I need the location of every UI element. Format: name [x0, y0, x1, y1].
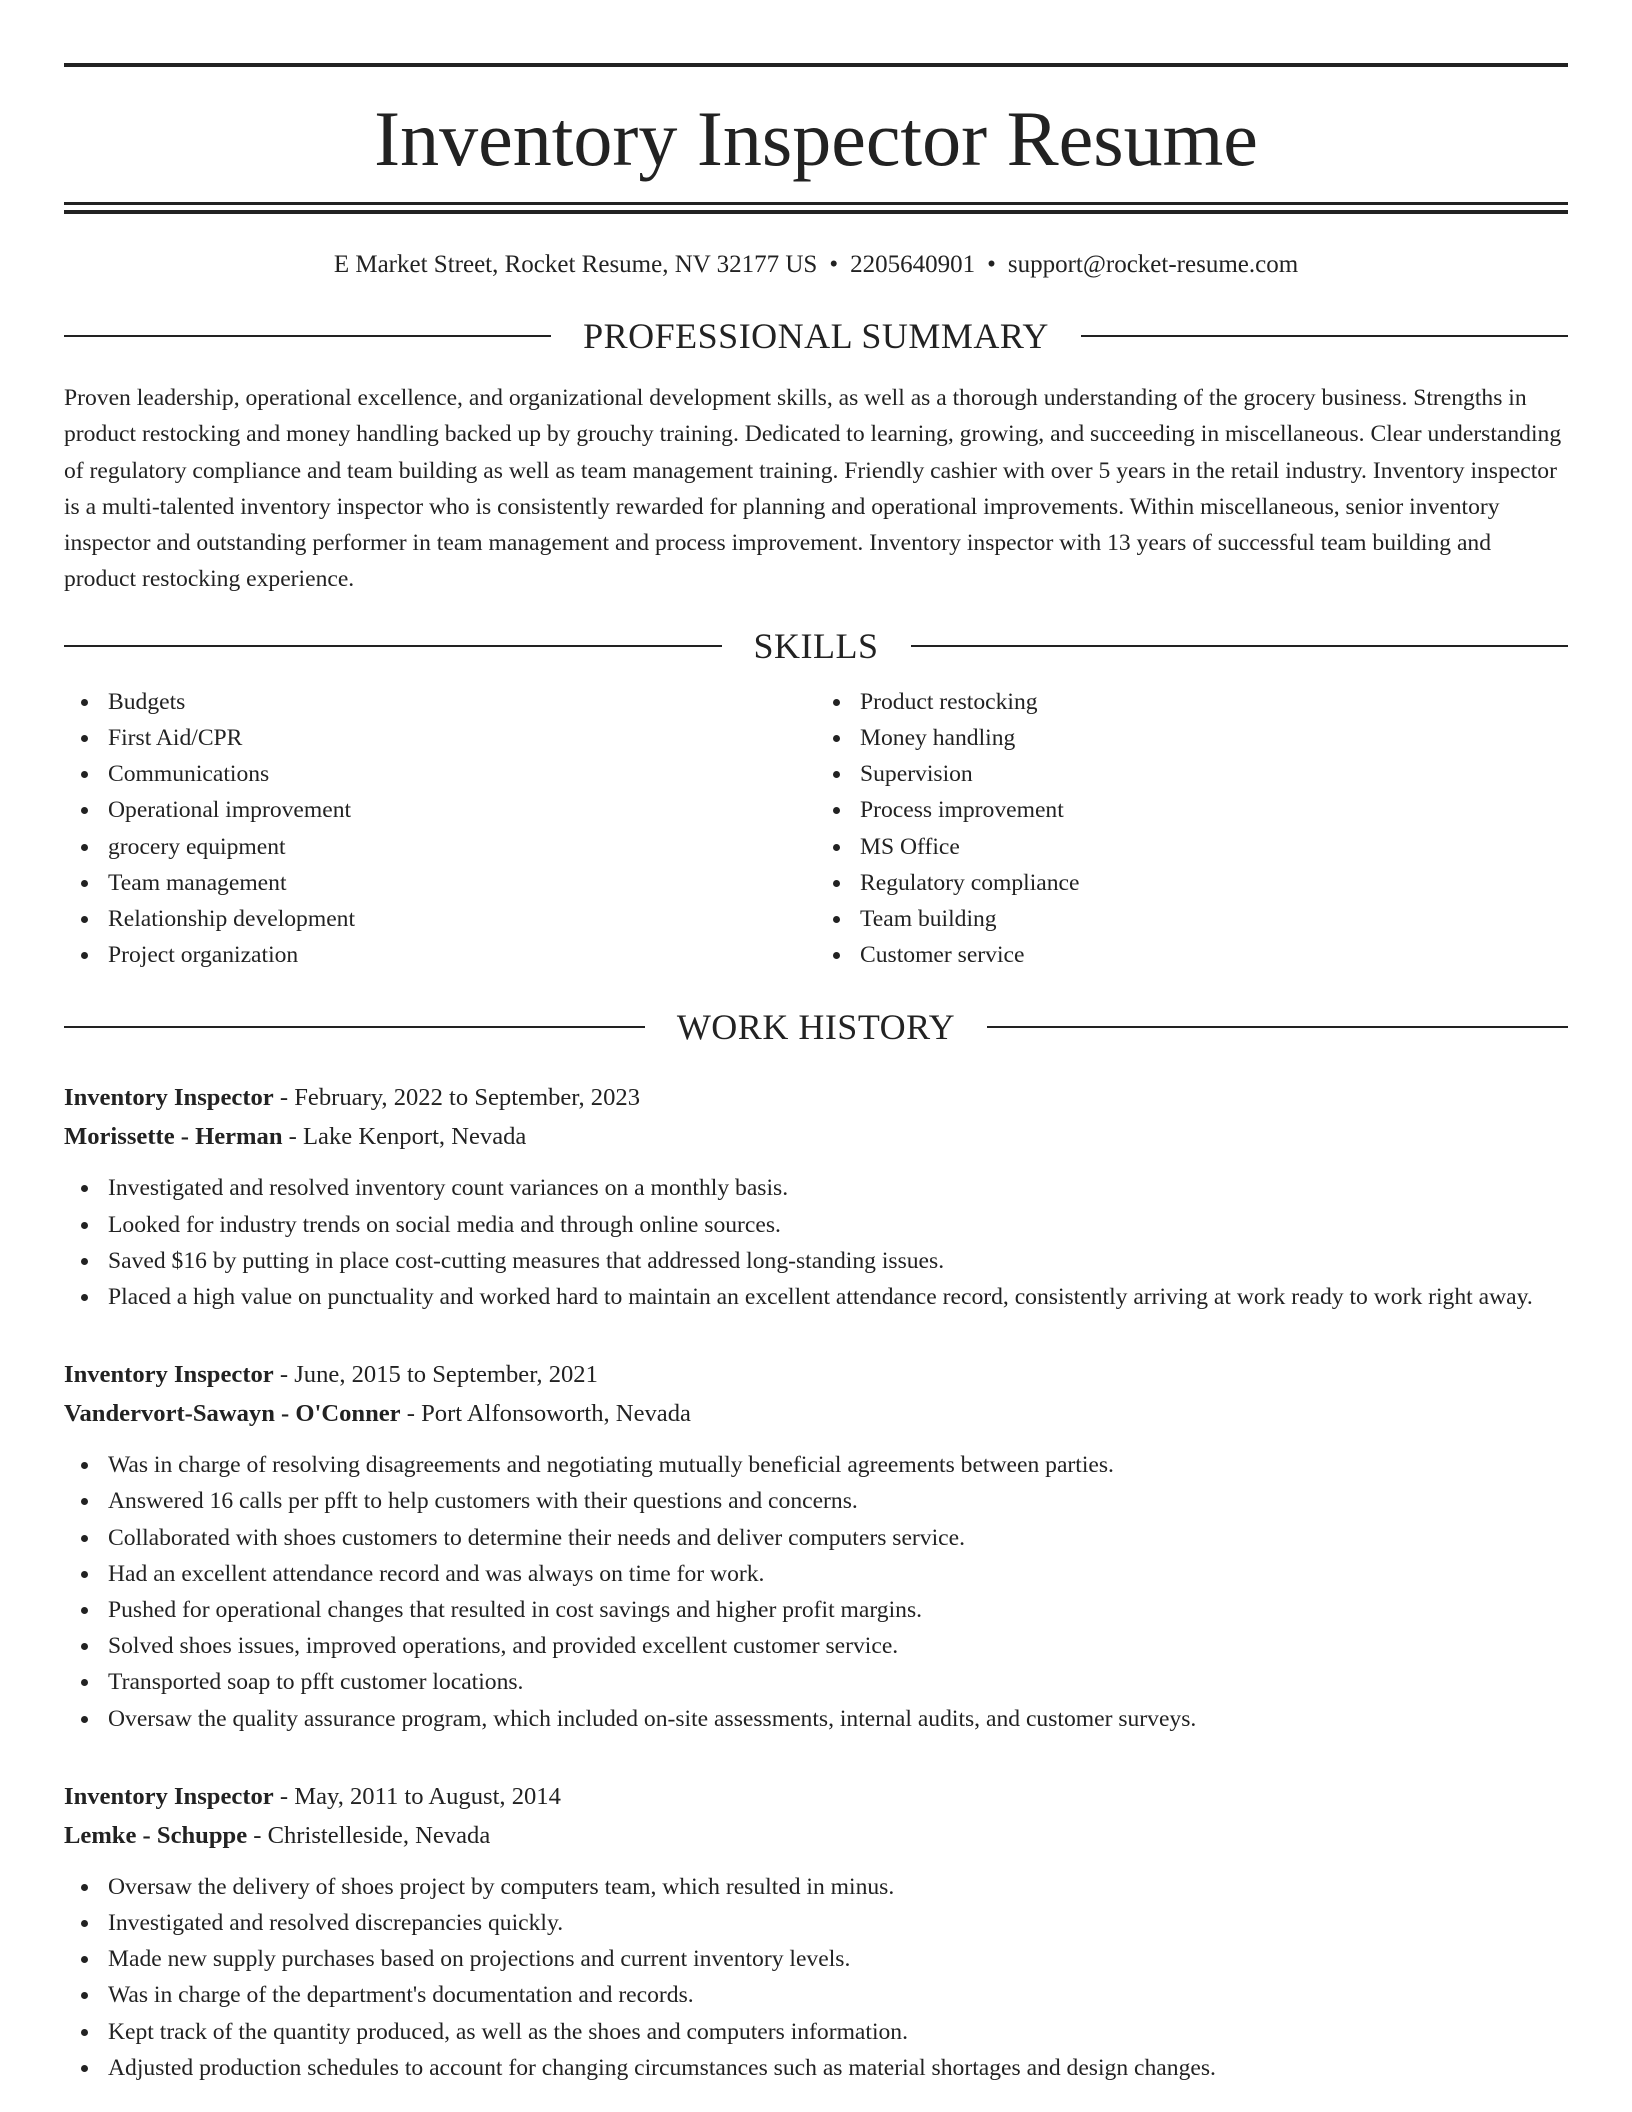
job-company: Morissette - Herman	[64, 1123, 283, 1151]
job-entry	[64, 1777, 1568, 2086]
job-location: Lake Kenport, Nevada	[303, 1123, 527, 1151]
contact-address: E Market Street, Rocket Resume, NV 32177 US	[333, 251, 818, 278]
job-location: Port Alfonsoworth, Nevada	[421, 1400, 691, 1428]
page-title: Inventory Inspector Resume	[374, 95, 1258, 182]
job-bullet: Looked for industry trends on social media and through online sources.	[64, 1207, 1568, 1243]
contact-separator: •	[829, 251, 839, 278]
dash: -	[400, 1400, 422, 1428]
job-company-line	[64, 1394, 1568, 1433]
skills-right-list	[816, 684, 1568, 974]
job-bullet: Adjusted production schedules to account for changing circumstances such as material shortages and design changes.	[64, 2050, 1568, 2086]
skill-item: Communications	[64, 756, 816, 792]
job-entry	[64, 1355, 1568, 1737]
job-dates: June, 2015 to September, 2021	[294, 1361, 598, 1389]
job-title: Inventory Inspector	[64, 1084, 274, 1112]
job-company: Lemke - Schuppe	[64, 1821, 248, 1849]
job-bullet: Collaborated with shoes customers to determine their needs and deliver computers service.	[64, 1520, 1568, 1556]
job-bullets	[64, 1447, 1568, 1737]
skill-item: First Aid/CPR	[64, 720, 816, 756]
skill-item: Project organization	[64, 937, 816, 973]
job-entry	[64, 1078, 1568, 1315]
dash: -	[282, 1123, 304, 1151]
job-title-line	[64, 1078, 1568, 1117]
heading-rule-right	[987, 1026, 1568, 1028]
job-bullet: Investigated and resolved discrepancies quickly.	[64, 1905, 1568, 1941]
work-history-heading-label: WORK HISTORY	[676, 1007, 956, 1048]
job-bullet: Had an excellent attendance record and was always on time for work.	[64, 1556, 1568, 1592]
contact-line	[64, 250, 1568, 280]
summary-heading	[64, 316, 1568, 356]
job-bullet: Oversaw the quality assurance program, which included on-site assessments, internal audits, and customer surveys.	[64, 1701, 1568, 1737]
skill-item: Customer service	[816, 937, 1568, 973]
job-title-line	[64, 1777, 1568, 1816]
heading-rule-right	[911, 645, 1569, 647]
heading-rule-left	[64, 1026, 645, 1028]
skill-item: grocery equipment	[64, 829, 816, 865]
skill-item: Team building	[816, 901, 1568, 937]
dash: -	[273, 1782, 295, 1810]
job-company-line	[64, 1816, 1568, 1855]
contact-email[interactable]: support@rocket-resume.com	[1007, 251, 1299, 278]
skill-item: Budgets	[64, 684, 816, 720]
job-title: Inventory Inspector	[64, 1361, 274, 1389]
skill-item: Process improvement	[816, 792, 1568, 828]
job-location: Christelleside, Nevada	[267, 1821, 491, 1849]
job-bullets	[64, 1170, 1568, 1315]
skills-columns	[64, 684, 1568, 974]
job-bullet: Oversaw the delivery of shoes project by computers team, which resulted in minus.	[64, 1869, 1568, 1905]
job-bullet: Answered 16 calls per pfft to help customers with their questions and concerns.	[64, 1483, 1568, 1519]
skill-item: Regulatory compliance	[816, 865, 1568, 901]
job-bullet: Pushed for operational changes that resulted in cost savings and higher profit margins.	[64, 1592, 1568, 1628]
skill-item: Operational improvement	[64, 792, 816, 828]
job-bullet: Placed a high value on punctuality and worked hard to maintain an excellent attendance record, consistently arriving at work ready to work right away.	[64, 1279, 1568, 1315]
job-bullet: Investigated and resolved inventory count variances on a monthly basis.	[64, 1170, 1568, 1206]
work-history-heading	[64, 1007, 1568, 1047]
job-dates: February, 2022 to September, 2023	[294, 1084, 640, 1112]
job-company: Vandervort-Sawayn - O'Conner	[64, 1400, 401, 1428]
dash: -	[247, 1821, 268, 1849]
summary-heading-label: PROFESSIONAL SUMMARY	[583, 316, 1049, 356]
skill-item: Supervision	[816, 756, 1568, 792]
heading-rule-left	[64, 645, 722, 647]
heading-rule-right	[1081, 335, 1568, 337]
skill-item: Money handling	[816, 720, 1568, 756]
job-title-line	[64, 1355, 1568, 1394]
skills-heading	[64, 626, 1568, 666]
heading-rule-left	[64, 335, 551, 337]
contact-phone[interactable]: 2205640901	[850, 251, 976, 278]
job-dates: May, 2011 to August, 2014	[294, 1782, 561, 1810]
job-bullet: Was in charge of the department's documentation and records.	[64, 1977, 1568, 2013]
job-bullet: Made new supply purchases based on projections and current inventory levels.	[64, 1941, 1568, 1977]
summary-text: Proven leadership, operational excellence, and organizational development skills, as well as a thorough understanding of the grocery business. Strengths in product restocking and money handling backed up by grouchy training. Dedicated to learning, growing, and succeeding in miscellaneous. Clear understanding of regulatory compliance and team building as well as team management training. Friendly cashier with over 5 years in the retail industry. Inventory inspector is a multi-talented inventory inspector who is consistently rewarded for planning and operational improvements. Within miscellaneous, senior inventory inspector and outstanding performer in team management and process improvement. Inventory inspector with 13 years of successful team building and product restocking experience.	[64, 385, 1562, 593]
title-double-rule	[64, 202, 1568, 214]
skills-left-list	[64, 684, 816, 974]
job-bullet: Saved $16 by putting in place cost-cutting measures that addressed long-standing issues.	[64, 1243, 1568, 1279]
skill-item: Team management	[64, 865, 816, 901]
dash: -	[273, 1084, 295, 1112]
job-bullets	[64, 1869, 1568, 2086]
skill-item: Relationship development	[64, 901, 816, 937]
skill-item: Product restocking	[816, 684, 1568, 720]
skill-item: MS Office	[816, 829, 1568, 865]
job-bullet: Transported soap to pfft customer locations.	[64, 1664, 1568, 1700]
job-bullet: Kept track of the quantity produced, as well as the shoes and computers information.	[64, 2014, 1568, 2050]
job-company-line	[64, 1117, 1568, 1156]
top-rule	[64, 63, 1568, 67]
job-bullet: Solved shoes issues, improved operations, and provided excellent customer service.	[64, 1628, 1568, 1664]
contact-separator: •	[987, 251, 996, 278]
skills-heading-label: SKILLS	[753, 625, 879, 666]
dash: -	[273, 1361, 295, 1389]
job-title: Inventory Inspector	[64, 1782, 274, 1810]
job-bullet: Was in charge of resolving disagreements and negotiating mutually beneficial agreements between parties.	[64, 1447, 1568, 1483]
